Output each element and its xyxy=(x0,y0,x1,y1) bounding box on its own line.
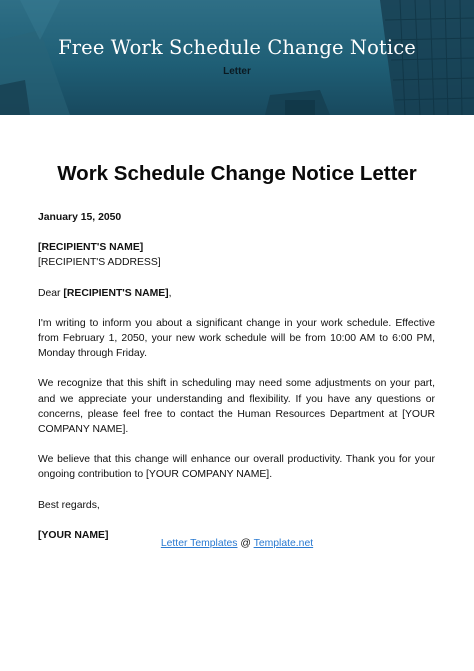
header-banner xyxy=(0,0,474,115)
paragraph-3: We believe that this change will enhance our overall productivity. Thank you for your ongoing contribution to [YOUR COMPANY NAME]. xyxy=(38,454,435,481)
paragraph-2: We recognize that this shift in scheduling may need some adjustments on your part, and we appreciate your understanding and flexibility. If you have any questions or concerns, please feel free to contact the Human Resources Department at [YOUR COMPANY NAME]. xyxy=(38,378,435,436)
footer xyxy=(0,538,474,549)
letter-body xyxy=(38,162,435,543)
salutation-name: [RECIPIENT'S NAME] xyxy=(63,287,169,299)
closing: Best regards, xyxy=(38,499,100,511)
footer-separator: @ xyxy=(237,538,254,549)
banner-title: Free Work Schedule Change Notice xyxy=(58,36,416,59)
banner-subtitle: Letter xyxy=(223,66,251,77)
signature: [YOUR NAME] xyxy=(38,529,109,541)
template-net-link[interactable]: Template.net xyxy=(253,538,314,549)
letter-title: Work Schedule Change Notice Letter xyxy=(57,162,417,185)
paragraph-1: I'm writing to inform you about a significant change in your work schedule. Effective from February 1, 2050, your new work schedule will be from 10:00 AM to 6:00 PM, Monday through Friday. xyxy=(38,317,435,360)
letter-date: January 15, 2050 xyxy=(38,212,122,223)
recipient-name: [RECIPIENT'S NAME] xyxy=(38,242,144,254)
salutation-prefix: Dear xyxy=(38,287,64,299)
recipient-address: [RECIPIENT'S ADDRESS] xyxy=(38,257,161,269)
salutation xyxy=(38,286,435,301)
salutation-suffix: , xyxy=(168,287,172,299)
letter-templates-link[interactable]: Letter Templates xyxy=(160,538,238,549)
